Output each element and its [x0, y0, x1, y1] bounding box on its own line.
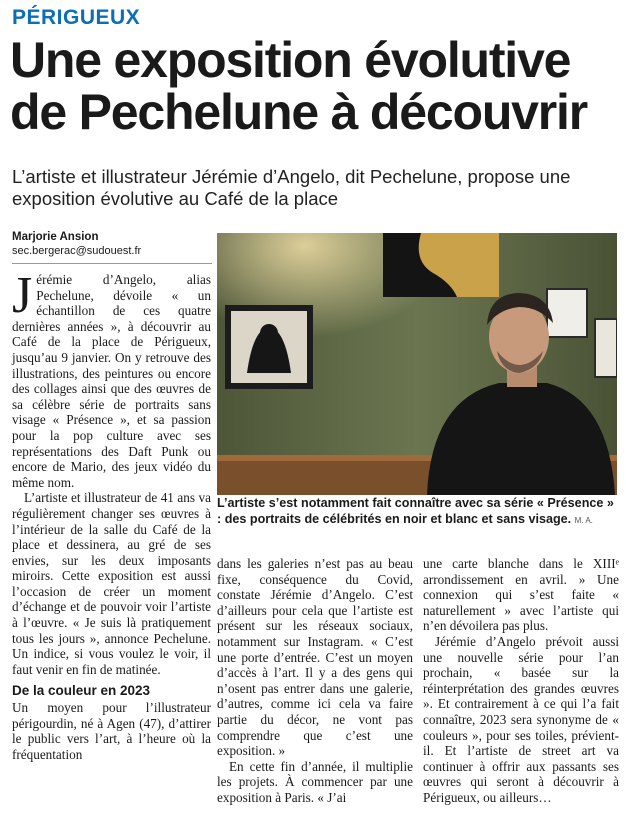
author-email: sec.bergerac@sudouest.fr — [12, 245, 142, 257]
photo-credit: M. A. — [574, 515, 593, 525]
article-column-1 — [12, 267, 211, 762]
caption-text: L’artiste s’est notamment fait connaître avec sa série « Présence » : des portraits de célébrités en noir et blanc et sans visage. — [217, 496, 614, 526]
article-column-3 — [423, 556, 619, 806]
paragraph-3: Un moyen pour l’illustrateur périgourdin, né à Agen (47), d’attirer le public vers l’art, à l’heure où la fréquentation — [12, 700, 211, 762]
framed-silhouette-artwork — [383, 233, 499, 297]
drop-cap: J — [12, 267, 33, 324]
paragraph-1 — [12, 267, 211, 490]
paragraph-7: Jérémie d’Angelo prévoit aussi une nouvelle série pour l’an prochain, « basée sur la réinterprétation des grandes œuvres ». Et contrairement à ce qui l’a fait connaître, 2023 sera synonyme de « couleurs », pour ses toiles, prévient-il. Et l’artiste de street art va continuer à offrir aux passants ses œuvres qui seront à découvrir à Périgueux, ou ailleurs… — [423, 633, 619, 805]
standfirst: L’artiste et illustrateur Jérémie d’Angelo, dit Pechelune, propose une exposition évolutive au Café de la place — [12, 166, 571, 209]
headline-line-2: de Pechelune à découvrir — [10, 84, 587, 140]
photo-caption — [217, 496, 617, 528]
small-frame — [547, 289, 587, 337]
paragraph-5: En cette fin d’année, il multiplie les projets. À commencer par une exposition à Paris. « J’ai — [217, 758, 413, 805]
paragraph-1-text: érémie d’Angelo, alias Pechelune, dévoile « un échantillon de ces quatre dernières années », à découvrir au Café de la place de Périgueux, jusqu’au 9 janvier. On y retrouve des illustrations, des peintures ou encore des collages ainsi que des œuvres de sa célèbre série de portraits sans visage « Présence », et sa passion pour la pop culture avec ses représentations des Daft Punk ou encore de Mario, des jeux vidéo du même nom. — [12, 272, 211, 490]
grid-frame — [595, 319, 617, 377]
author-name: Marjorie Ansion — [12, 231, 99, 243]
byline-rule — [12, 263, 212, 264]
headline — [10, 34, 620, 138]
section-kicker: PÉRIGUEUX — [12, 6, 141, 29]
framed-portrait-presence — [225, 305, 313, 389]
article-photo — [217, 233, 617, 495]
paragraph-4: dans les galeries n’est pas au beau fixe, conséquence du Covid, constate Jérémie d’Angelo. C’est d’ailleurs pour cela que l’artiste est présent sur les réseaux sociaux, notamment sur Instagram. « C’est une porte d’entrée. C’est un moyen d’accès à l’art. Il y a des gens qui n’osent pas entrer dans une galerie, d’autres, comme ici cela va faire partie du décor, ne vont pas comprendre que c’est une exposition. » — [217, 556, 413, 759]
subheading: De la couleur en 2023 — [12, 683, 151, 699]
paragraph-6: une carte blanche dans le XIIIᵉ arrondissement en avril. » Une connexion qui s’est faite « naturellement » avec l’artiste qui n’en dévoilera pas plus. — [423, 556, 619, 634]
article-column-2 — [217, 556, 413, 806]
paragraph-2: L’artiste et illustrateur de 41 ans va régulièrement changer ses œuvres à l’intérieur de la salle du Café de la place et dessinera, au gré de ses envies, sur les deux imposants miroirs. Cette exposition est aussi l’occasion de créer un moment d’échange et de pouvoir voir l’artiste à l’œuvre. « Je suis là pratiquement tous les jours », annonce Pechelune. Un indice, si vous voulez le voir, il faut venir en fin de matinée. — [12, 490, 211, 677]
headline-line-1: Une exposition évolutive — [10, 32, 571, 88]
byline — [12, 230, 212, 264]
